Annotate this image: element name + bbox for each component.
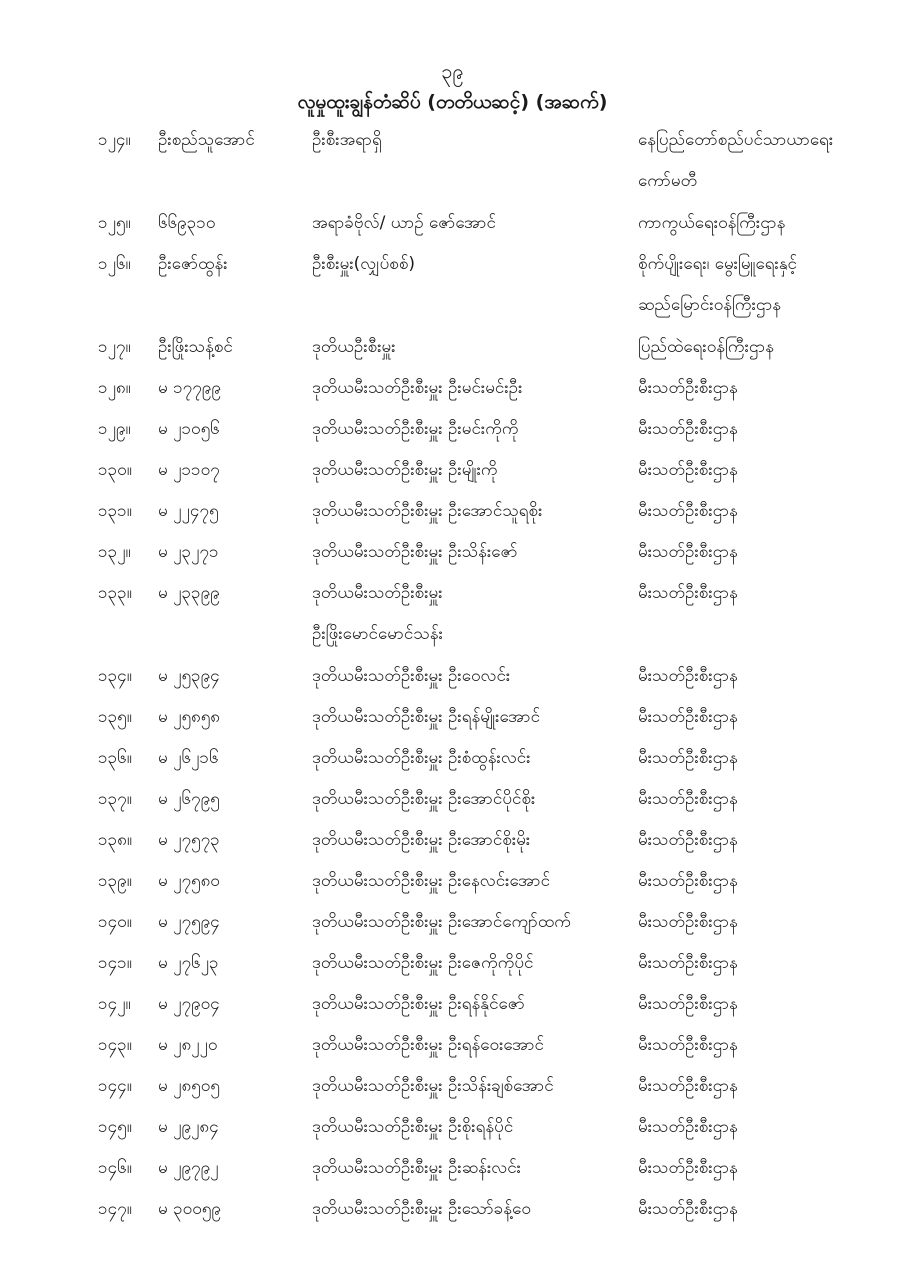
item-number: ၁၄၀။	[98, 912, 132, 932]
item-department: မီးသတ်ဦးစီးဌာန	[638, 460, 738, 480]
item-id: မ ၃၀၀၅၉	[158, 1199, 221, 1219]
item-position: ဒုတိယမီးသတ်ဦးစီးမှူး ဦးသော်ခန့်ဝေ	[312, 1199, 531, 1219]
item-position: ဒုတိယမီးသတ်ဦးစီးမှူး ဦးနေလင်းအောင်	[312, 871, 551, 891]
item-id: မ ၂၇၅၈၀	[158, 871, 220, 891]
item-number: ၁၃၈။	[98, 830, 132, 850]
item-position: ဒုတိယမီးသတ်ဦးစီးမှူး ဦးမျိုးကို	[312, 460, 498, 480]
item-position: ဒုတိယမီးသတ်ဦးစီးမှူး ဦးဇေကိုကိုပိုင်	[312, 953, 534, 973]
item-department: မီးသတ်ဦးစီးဌာန	[638, 419, 738, 439]
item-number: ၁၃၄။	[98, 666, 132, 686]
item-id: မ ၂၂၄၇၅	[158, 501, 219, 521]
item-department: မီးသတ်ဦးစီးဌာန	[638, 1117, 738, 1137]
item-department: မီးသတ်ဦးစီးဌာန	[638, 1035, 738, 1055]
item-number: ၁၂၈။	[98, 378, 131, 398]
item-position: ဒုတိယမီးသတ်ဦးစီးမှူး ဦးစံထွန်းလင်း	[312, 748, 531, 768]
item-position: အရာခံဗိုလ်/ ယာဉ် ဇော်အောင်	[312, 213, 496, 233]
item-department: မီးသတ်ဦးစီးဌာန	[638, 830, 738, 850]
item-position: ဒုတိယမီးသတ်ဦးစီးမှူး ဦးသိန်းဇော်	[312, 542, 518, 562]
item-department: မီးသတ်ဦးစီးဌာန	[638, 953, 738, 973]
item-id: မ ၂၉၇၉၂	[158, 1158, 219, 1178]
item-department: မီးသတ်ဦးစီးဌာန	[638, 1158, 738, 1178]
item-position: ဒုတိယမီးသတ်ဦးစီးမှူး ဦးအောင်ပိုင်စိုး	[312, 789, 536, 809]
item-department-line2: ဆည်မြောင်းဝန်ကြီးဌာန	[638, 295, 782, 315]
item-number: ၁၂၅။	[98, 213, 131, 233]
item-number: ၁၃၂။	[98, 542, 131, 562]
item-department: မီးသတ်ဦးစီးဌာန	[638, 789, 738, 809]
item-department: မီးသတ်ဦးစီးဌာန	[638, 666, 738, 686]
item-position: ဒုတိယမီးသတ်ဦးစီးမှူး ဦးဝေလင်း	[312, 666, 511, 686]
item-department: ကာကွယ်ရေးဝန်ကြီးဌာန	[638, 213, 786, 233]
item-position: ဒုတိယမီးသတ်ဦးစီးမှူး ဦးရန်နိုင်ဇော်	[312, 994, 525, 1014]
item-department-line2: ကော်မတီ	[638, 171, 698, 191]
item-number: ၁၂၇။	[98, 337, 131, 357]
item-position: ဒုတိယဦးစီးမှူး	[312, 337, 396, 357]
item-id: မ ၂၉၂၈၄	[158, 1117, 219, 1137]
item-department: နေပြည်တော်စည်ပင်သာယာရေး	[638, 130, 834, 150]
item-department: မီးသတ်ဦးစီးဌာန	[638, 707, 738, 727]
item-department: မီးသတ်ဦးစီးဌာန	[638, 912, 738, 932]
item-position: ဒုတိယမီးသတ်ဦးစီးမှူး	[312, 583, 443, 603]
item-number: ၁၃၅။	[98, 707, 132, 727]
item-department: မီးသတ်ဦးစီးဌာန	[638, 378, 738, 398]
item-id: မ ၂၇၅၉၄	[158, 912, 220, 932]
item-number: ၁၂၆။	[98, 254, 131, 274]
item-position: ဒုတိယမီးသတ်ဦးစီးမှူး ဦးမင်းမင်းဦး	[312, 378, 523, 398]
item-id: မ ၂၁၁၀၇	[158, 460, 220, 480]
item-number: ၁၃၀။	[98, 460, 132, 480]
item-department: မီးသတ်ဦးစီးဌာန	[638, 1076, 738, 1096]
item-position: ဒုတိယမီးသတ်ဦးစီးမှူး ဦးရန်ဝေးအောင်	[312, 1035, 544, 1055]
item-id: မ ၂၇၆၂၃	[158, 953, 219, 973]
item-position: ဒုတိယမီးသတ်ဦးစီးမှူး ဦးဆန်းလင်း	[312, 1158, 521, 1178]
item-department: စိုက်ပျိုးရေး၊ မွေးမြူရေးနှင့်	[638, 254, 797, 274]
item-id: မ ၂၆၇၉၅	[158, 789, 220, 809]
item-id: ဦးစည်သူအောင်	[158, 130, 255, 150]
item-number: ၁၃၁။	[98, 501, 132, 521]
item-id: မ ၂၆၂၁၆	[158, 748, 219, 768]
item-department: မီးသတ်ဦးစီးဌာန	[638, 542, 738, 562]
item-id: မ ၁၇၇၉၉	[158, 378, 221, 398]
item-id: မ ၂၈၂၂၀	[158, 1035, 218, 1055]
item-number: ၁၄၆။	[98, 1158, 132, 1178]
item-number: ၁၃၃။	[98, 583, 132, 603]
item-number: ၁၃၇။	[98, 789, 132, 809]
item-position: ဦးစီးမှူး(လျှပ်စစ်)	[312, 254, 416, 274]
item-department: မီးသတ်ဦးစီးဌာန	[638, 871, 738, 891]
item-department: ပြည်ထဲရေးဝန်ကြီးဌာန	[638, 337, 775, 357]
page-title: လူမှုထူးချွန်တံဆိပ် (တတိယဆင့်) (အဆက်)	[297, 91, 608, 113]
item-id: မ ၂၇၉၀၄	[158, 994, 220, 1014]
item-id: မ ၂၈၅၀၅	[158, 1076, 220, 1096]
item-department: မီးသတ်ဦးစီးဌာန	[638, 994, 738, 1014]
item-department: မီးသတ်ဦးစီးဌာန	[638, 583, 738, 603]
item-id: ဦးဖြိုးသန့်စင်	[158, 337, 233, 357]
item-number: ၁၄၄။	[98, 1076, 132, 1096]
item-position-line2: ဦးဖြိုးမောင်မောင်သန်း	[312, 624, 443, 644]
page-number: ၃၉	[441, 59, 464, 83]
item-number: ၁၄၇။	[98, 1199, 132, 1219]
item-id: မ ၂၁၀၅၆	[158, 419, 220, 439]
item-number: ၁၃၆။	[98, 748, 132, 768]
item-department: မီးသတ်ဦးစီးဌာန	[638, 1199, 738, 1219]
item-number: ၁၄၅။	[98, 1117, 132, 1137]
item-position: ဒုတိယမီးသတ်ဦးစီးမှူး ဦးအောင်ကျော်ထက်	[312, 912, 571, 932]
item-department: မီးသတ်ဦးစီးဌာန	[638, 748, 738, 768]
item-position: ဒုတိယမီးသတ်ဦးစီးမှူး ဦးစိုးရန်ပိုင်	[312, 1117, 514, 1137]
item-id: ဦးဇော်ထွန်း	[158, 254, 228, 274]
item-department: မီးသတ်ဦးစီးဌာန	[638, 501, 738, 521]
item-position: ဒုတိယမီးသတ်ဦးစီးမှူး ဦးမင်းကိုကို	[312, 419, 519, 439]
item-position: ဒုတိယမီးသတ်ဦးစီးမှူး ဦးအောင်စိုးမိုး	[312, 830, 531, 850]
item-id: မ ၂၅၈၅၈	[158, 707, 221, 727]
item-number: ၁၄၃။	[98, 1035, 132, 1055]
item-position: ဒုတိယမီးသတ်ဦးစီးမှူး ဦးရန်မျိုးအောင်	[312, 707, 541, 727]
item-id: ၆၆၉၃၁၀	[158, 213, 216, 233]
item-id: မ ၂၅၃၉၄	[158, 666, 220, 686]
item-number: ၁၃၉။	[98, 871, 132, 891]
item-number: ၁၄၁။	[98, 953, 132, 973]
item-position: ဦးစီးအရာရှိ	[312, 130, 382, 150]
item-id: မ ၂၃၃၉၉	[158, 583, 220, 603]
item-number: ၁၄၂။	[98, 994, 131, 1014]
item-position: ဒုတိယမီးသတ်ဦးစီးမှူး ဦးအောင်သူရစိုး	[312, 501, 543, 521]
item-id: မ ၂၇၅၇၃	[158, 830, 220, 850]
item-number: ၁၂၉။	[98, 419, 131, 439]
item-id: မ ၂၃၂၇၁	[158, 542, 219, 562]
item-number: ၁၂၄။	[98, 130, 131, 150]
item-position: ဒုတိယမီးသတ်ဦးစီးမှူး ဦးသိန်းချစ်အောင်	[312, 1076, 554, 1096]
